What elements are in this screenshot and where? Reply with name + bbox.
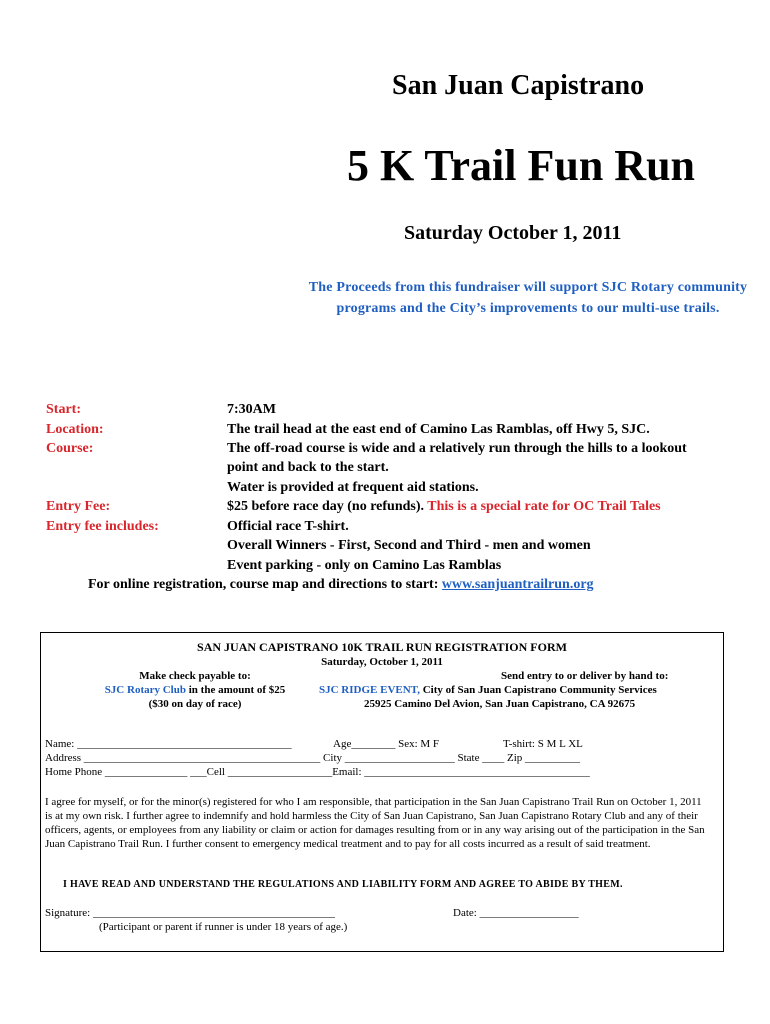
- check-payee: SJC Rotary Club: [104, 684, 186, 696]
- registration-link[interactable]: www.sanjuantrailrun.org: [441, 577, 594, 592]
- form-date: Saturday, October 1, 2011: [321, 656, 443, 668]
- agreement-statement: I HAVE READ AND UNDERSTAND THE REGULATIONS AND LIABILITY FORM AND AGREE TO ABIDE BY THEM.: [63, 879, 623, 890]
- proceeds-note: The Proceeds from this fundraiser will support SJC Rotary community programs and the City’s improvements to our multi-use trails.: [308, 280, 748, 316]
- entry-fee-label: Entry Fee:: [46, 499, 111, 514]
- course-label: Course:: [46, 441, 94, 456]
- event-title: 5 K Trail Fun Run: [347, 141, 696, 190]
- liability-waiver: I agree for myself, or for the minor(s) registered for who I am responsible, that participation in the San Juan Capistrano Trail Run on October 1, 2011 is at my own risk. I further agree to indemnify and hold harmless the City of San Juan Capistrano, San Juan Capistrano Rotary Club and any of their officers, agents, or employees from any liability or claim or action for damages resulting from or in any way arising out of the participation in the San Juan Capistrano Trail Run. I further consent to emergency medical treatment and to pay for all costs incurred as a result of said treatment.: [45, 796, 705, 850]
- date-field[interactable]: Date: __________________: [453, 907, 579, 919]
- start-value: 7:30AM: [227, 402, 276, 417]
- signature-field[interactable]: Signature: ____________________________________________: [45, 907, 335, 919]
- online-registration-text: For online registration, course map and directions to start:: [88, 577, 439, 592]
- course-line-2: point and back to the start.: [227, 460, 389, 475]
- check-payee-line: [80, 684, 310, 696]
- age-sex-field[interactable]: Age________ Sex: M F: [333, 738, 440, 750]
- includes-winners: Overall Winners - First, Second and Third - men and women: [227, 538, 591, 553]
- entry-fee-value: [227, 499, 661, 515]
- phone-email-field[interactable]: Home Phone _______________ ___Cell ___________________Email: _________________________________________: [45, 766, 590, 778]
- includes-parking: Event parking - only on Camino Las Ramblas: [227, 558, 502, 573]
- signature-note: (Participant or parent if runner is under 18 years of age.): [99, 921, 348, 933]
- organization-heading: San Juan Capistrano: [392, 70, 645, 101]
- deliver-line: [319, 684, 657, 696]
- deliver-dept: City of San Juan Capistrano Community Services: [422, 684, 657, 696]
- deliver-event: SJC RIDGE EVENT,: [319, 684, 420, 696]
- address-field[interactable]: Address ___________________________________________ City ____________________ State ____ Zip __________: [45, 752, 581, 764]
- check-heading: Make check payable to:: [139, 670, 251, 682]
- entry-fee-amount: $25 before race day (no refunds).: [227, 499, 425, 514]
- entry-includes-label: Entry fee includes:: [46, 519, 159, 534]
- start-label: Start:: [46, 402, 81, 417]
- deliver-heading: Send entry to or deliver by hand to:: [501, 670, 669, 682]
- location-label: Location:: [46, 422, 104, 437]
- course-line-1: The off-road course is wide and a relatively run through the hills to a lookout: [227, 441, 687, 456]
- event-date: Saturday October 1, 2011: [404, 222, 622, 244]
- deliver-address: 25925 Camino Del Avion, San Juan Capistrano, CA 92675: [364, 698, 636, 710]
- check-dayof: ($30 on day of race): [148, 698, 242, 710]
- special-rate-note: This is a special rate for OC Trail Tales: [427, 499, 661, 514]
- online-registration: [88, 577, 594, 593]
- name-field[interactable]: Name: _______________________________________: [45, 738, 292, 750]
- includes-tshirt: Official race T-shirt.: [227, 519, 349, 534]
- location-value: The trail head at the east end of Camino Las Ramblas, off Hwy 5, SJC.: [227, 422, 650, 437]
- check-amount: in the amount of $25: [188, 684, 286, 696]
- tshirt-size-field[interactable]: T-shirt: S M L XL: [503, 738, 583, 750]
- course-line-3: Water is provided at frequent aid stations.: [227, 480, 479, 495]
- form-title: SAN JUAN CAPISTRANO 10K TRAIL RUN REGISTRATION FORM: [197, 640, 567, 654]
